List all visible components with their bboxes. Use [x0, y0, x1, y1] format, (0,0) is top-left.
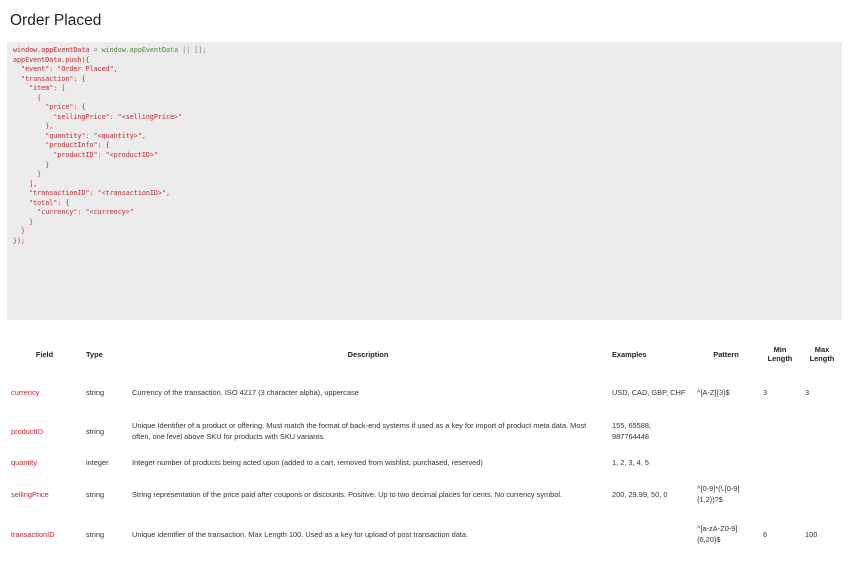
cell-examples: 155, 65588, 987764448: [612, 421, 652, 441]
cell-type: string: [86, 426, 105, 436]
cell-field: productID: [11, 426, 44, 436]
code-token: }: [13, 227, 26, 236]
code-token: window.appEventData: [13, 46, 90, 54]
code-token: });: [13, 236, 26, 245]
cell-field: currency: [11, 387, 40, 397]
cell-max-length: [801, 474, 843, 514]
code-token: "transactionID": "<transactionID>",: [13, 189, 171, 198]
cell-description: Currency of the transaction. ISO 4217 (3 character alpha), uppercase: [132, 387, 359, 397]
cell-examples: 1, 2, 3, 4, 5: [612, 457, 649, 467]
code-line: [13, 227, 836, 237]
table-row: [7, 412, 843, 450]
code-line: [13, 132, 836, 142]
table-header-row: [7, 336, 843, 372]
cell-min-length: 6: [763, 529, 768, 539]
code-token: "item": [: [13, 84, 66, 93]
cell-field: transactionID: [11, 529, 55, 539]
code-token: =: [89, 46, 102, 54]
table-row: [7, 474, 843, 514]
code-line: [13, 46, 836, 56]
code-line: [13, 94, 836, 104]
table-row: [7, 514, 843, 554]
code-line: [13, 84, 836, 94]
code-line: [13, 180, 836, 190]
cell-field: quantity: [11, 457, 37, 467]
table-row: [7, 450, 843, 474]
cell-pattern: [693, 450, 759, 474]
cell-max-length: [801, 412, 843, 450]
cell-pattern: [693, 412, 759, 450]
code-token: }: [13, 160, 50, 169]
cell-min-length: [759, 474, 801, 514]
code-line: [13, 151, 836, 161]
cell-type: integer: [86, 457, 109, 467]
code-token: "sellingPrice": "<sellingPrice>": [13, 112, 183, 121]
cell-min-length: 3: [763, 387, 768, 397]
cell-min-length: [759, 450, 801, 474]
code-line: [13, 103, 836, 113]
code-token: "transaction": {: [13, 74, 86, 83]
cell-max-length: 3: [805, 387, 810, 397]
code-token: },: [13, 122, 54, 131]
code-token: "productID": "<productID>": [13, 151, 158, 160]
code-token: "currency": "<currency>": [13, 208, 134, 217]
code-line: [13, 208, 836, 218]
header-type: Type: [86, 349, 103, 359]
code-line: [13, 218, 836, 228]
code-line: [13, 56, 836, 66]
cell-examples: [608, 514, 693, 554]
code-line: [13, 237, 836, 247]
page-title: Order Placed: [10, 12, 102, 29]
cell-description: Integer number of products being acted upon (added to a cart, removed from wishlist, purchased, reserved): [132, 457, 483, 467]
cell-description: Unique Identifier of a product or offering. Must match the format of back-end systems if used as a key for import of product meta data. Most often, one level above SKU for products with SKU variants.: [132, 421, 587, 441]
header-field: Field: [35, 349, 54, 359]
code-token: appEventData.push({: [13, 55, 90, 64]
code-token: ],: [13, 179, 38, 188]
code-line: [13, 65, 836, 75]
code-line: [13, 189, 836, 199]
code-token: "price": {: [13, 103, 86, 112]
cell-pattern: ^[0-9]*(\.[0-9]{1,2})?$: [697, 484, 740, 504]
cell-type: string: [86, 529, 105, 539]
header-pattern: Pattern: [713, 349, 739, 359]
code-token: "event": "Order Placed",: [13, 65, 118, 74]
cell-min-length: [759, 412, 801, 450]
code-line: [13, 141, 836, 151]
cell-pattern: ^[a-zA-Z0-9]{6,20}$: [697, 524, 738, 544]
cell-examples: USD, CAD, GBP, CHF: [612, 387, 686, 397]
header-description: Description: [347, 349, 389, 359]
header-max-length: Max Length: [809, 345, 835, 363]
cell-examples: 200, 29.99, 50, 0: [612, 489, 668, 499]
cell-pattern: ^[A-Z]{3}$: [697, 387, 730, 397]
code-token: {: [13, 93, 42, 102]
cell-type: string: [86, 489, 105, 499]
header-min-length: Min Length: [767, 345, 793, 363]
field-spec-table: [7, 336, 843, 554]
cell-type: string: [86, 387, 105, 397]
code-line: [13, 170, 836, 180]
code-token: || [];: [178, 46, 207, 54]
header-examples: Examples: [612, 349, 647, 359]
code-token: "productInfo": {: [13, 141, 110, 150]
code-line: [13, 113, 836, 123]
code-line: [13, 75, 836, 85]
cell-max-length: 100: [805, 529, 818, 539]
code-token: "total": {: [13, 198, 70, 207]
code-token: "quantity": "<quantity>",: [13, 131, 146, 140]
code-token: }: [13, 217, 34, 226]
cell-field: sellingPrice: [11, 489, 49, 499]
code-token: }: [13, 170, 42, 179]
code-line: [13, 199, 836, 209]
code-line: [13, 122, 836, 132]
code-snippet: [7, 42, 842, 320]
cell-description: Unique identifier of the transaction. Max Length 100. Used as a key for upload of post transaction data.: [132, 529, 469, 539]
cell-description: String representation of the price paid after coupons or discounts. Positive. Up to two decimal places for cents. No currency symbol.: [132, 489, 563, 499]
table-row: [7, 372, 843, 412]
code-token: window.appEventData: [101, 46, 179, 54]
cell-max-length: [801, 450, 843, 474]
code-line: [13, 161, 836, 171]
